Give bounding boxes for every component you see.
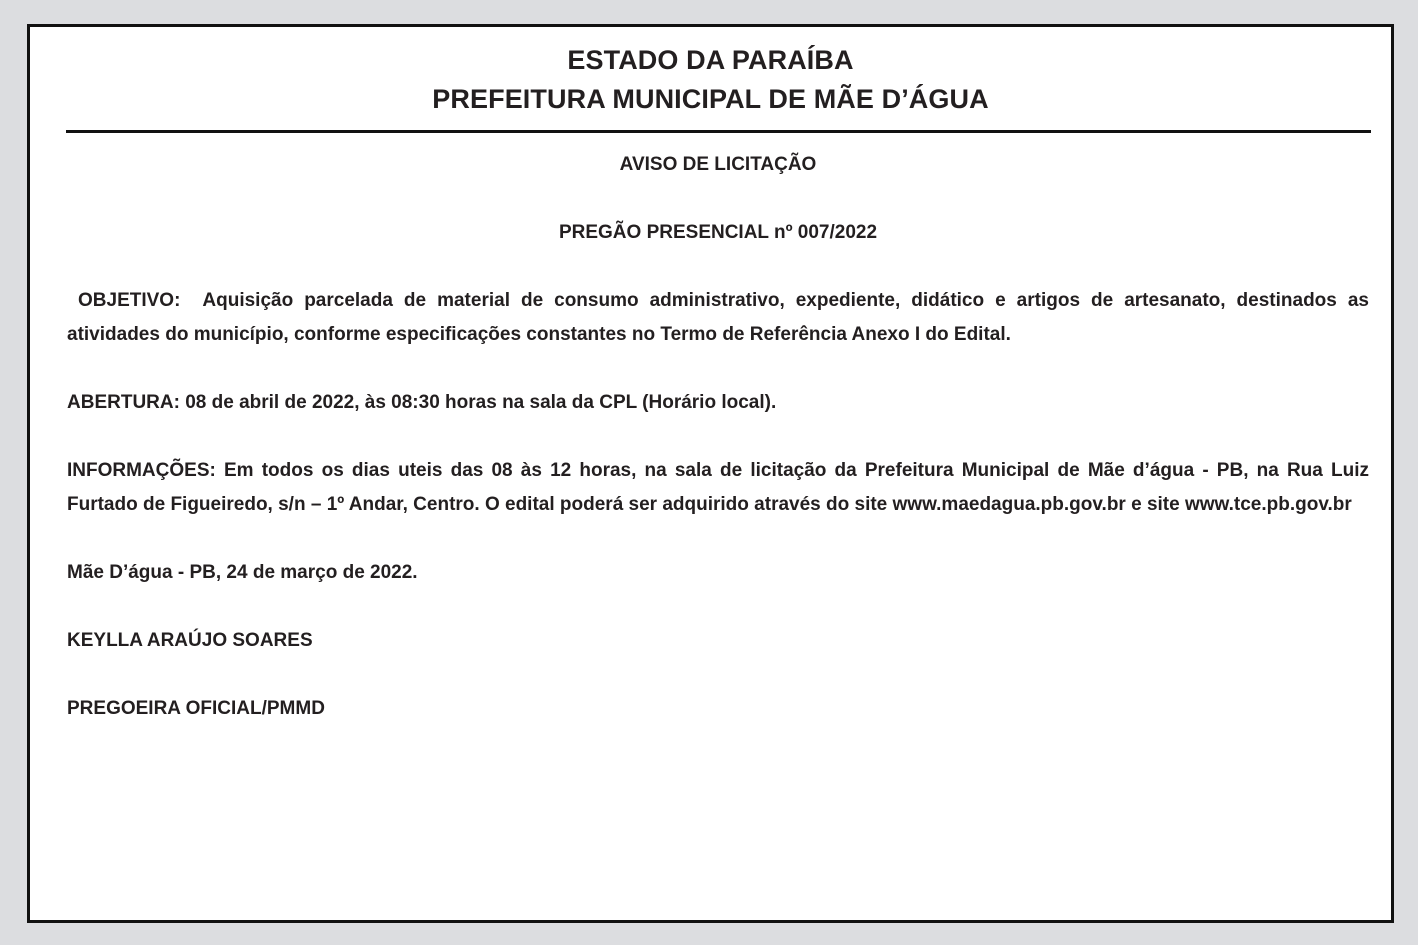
opening-label: ABERTURA: bbox=[67, 392, 180, 413]
procedure-number: PREGÃO PRESENCIAL nº 007/2022 bbox=[558, 222, 878, 243]
opening-text: 08 de abril de 2022, às 08:30 horas na sala da CPL (Horário local). bbox=[185, 392, 777, 413]
objective-paragraph bbox=[67, 284, 1369, 352]
objective-text: Aquisição parcelada de material de consumo administrativo, expediente, didático e artigos de artesanato, destinados as atividades do município, conforme especificações constantes no Termo de Referência Anexo I do Edital. bbox=[67, 290, 1369, 345]
opening-paragraph bbox=[67, 386, 1369, 420]
notice-body bbox=[67, 148, 1369, 760]
notice-frame bbox=[27, 24, 1394, 923]
information-text: Em todos os dias uteis das 08 às 12 horas, na sala de licitação da Prefeitura Municipal de Mãe d’água - PB, na Rua Luiz Furtado de Figueiredo, s/n – 1º Andar, Centro. O edital poderá ser adquirido através do site www.maedagua.pb.gov.br e site www.tce.pb.gov.br bbox=[67, 460, 1369, 515]
place-date: Mãe D’água - PB, 24 de março de 2022. bbox=[67, 562, 418, 583]
information-label: INFORMAÇÕES: bbox=[67, 460, 216, 481]
information-paragraph bbox=[67, 454, 1369, 522]
notice-header bbox=[30, 41, 1391, 119]
municipality-heading: PREFEITURA MUNICIPAL DE MÃE D’ÁGUA bbox=[432, 84, 989, 114]
state-heading: ESTADO DA PARAÍBA bbox=[567, 45, 854, 75]
objective-label: OBJETIVO: bbox=[78, 290, 181, 311]
notice-title: AVISO DE LICITAÇÃO bbox=[619, 154, 817, 175]
signatory-name: KEYLLA ARAÚJO SOARES bbox=[67, 630, 313, 651]
signatory-role: PREGOEIRA OFICIAL/PMMD bbox=[67, 698, 325, 719]
header-divider bbox=[66, 130, 1371, 133]
